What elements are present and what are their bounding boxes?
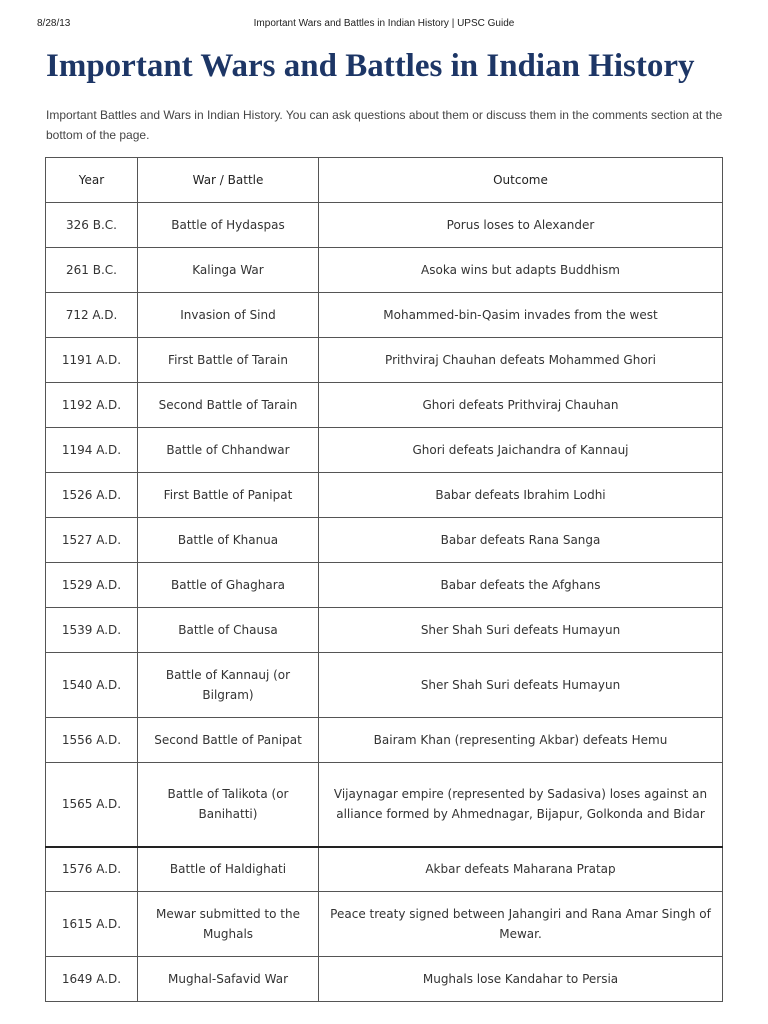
war-cell: Battle of Talikota (or Banihatti) [138,763,319,847]
outcome-cell: Babar defeats the Afghans [319,563,723,608]
year-cell: 1615 A.D. [46,892,138,957]
outcome-cell: Asoka wins but adapts Buddhism [319,248,723,293]
outcome-cell: Sher Shah Suri defeats Humayun [319,653,723,718]
outcome-cell: Ghori defeats Jaichandra of Kannauj [319,428,723,473]
war-cell: Battle of Khanua [138,518,319,563]
war-cell: Battle of Chhandwar [138,428,319,473]
year-cell: 1576 A.D. [46,847,138,892]
table-row [46,248,723,293]
table-row [46,203,723,248]
year-cell: 1540 A.D. [46,653,138,718]
table-header-row [46,158,723,203]
outcome-cell: Porus loses to Alexander [319,203,723,248]
year-cell: 1526 A.D. [46,473,138,518]
table-row [46,428,723,473]
table-row [46,563,723,608]
year-cell: 1527 A.D. [46,518,138,563]
year-cell: 1649 A.D. [46,957,138,1002]
outcome-cell: Bairam Khan (representing Akbar) defeats Hemu [319,718,723,763]
outcome-cell: Peace treaty signed between Jahangiri and Rana Amar Singh of Mewar. [319,892,723,957]
table-row [46,608,723,653]
war-cell: Kalinga War [138,248,319,293]
table-row [46,653,723,718]
table-row [46,338,723,383]
war-cell: Battle of Kannauj (or Bilgram) [138,653,319,718]
wars-table-container [45,157,722,1002]
column-header-war: War / Battle [138,158,319,203]
outcome-cell: Babar defeats Ibrahim Lodhi [319,473,723,518]
table-row [46,847,723,892]
table-row [46,383,723,428]
war-cell: First Battle of Panipat [138,473,319,518]
column-header-year: Year [46,158,138,203]
wars-table [45,157,723,1002]
table-row [46,763,723,847]
year-cell: 1529 A.D. [46,563,138,608]
page-title: Important Wars and Battles in Indian History [46,48,695,84]
table-row [46,518,723,563]
year-cell: 1556 A.D. [46,718,138,763]
print-date: 8/28/13 [37,18,71,29]
outcome-cell: Mughals lose Kandahar to Persia [319,957,723,1002]
year-cell: 1192 A.D. [46,383,138,428]
table-row [46,718,723,763]
outcome-cell: Babar defeats Rana Sanga [319,518,723,563]
war-cell: Mughal-Safavid War [138,957,319,1002]
war-cell: Invasion of Sind [138,293,319,338]
war-cell: Second Battle of Tarain [138,383,319,428]
intro-paragraph: Important Battles and Wars in Indian History. You can ask questions about them or discuss them in the comments section at the bottom of the page. [46,108,723,142]
year-cell: 261 B.C. [46,248,138,293]
year-cell: 1565 A.D. [46,763,138,847]
outcome-cell: Ghori defeats Prithviraj Chauhan [319,383,723,428]
war-cell: Battle of Chausa [138,608,319,653]
war-cell: First Battle of Tarain [138,338,319,383]
year-cell: 1191 A.D. [46,338,138,383]
table-row [46,293,723,338]
print-header [0,18,768,32]
column-header-outcome: Outcome [319,158,723,203]
war-cell: Mewar submitted to the Mughals [138,892,319,957]
print-doc-title: Important Wars and Battles in Indian History | UPSC Guide [253,18,515,29]
table-row [46,473,723,518]
outcome-cell: Vijaynagar empire (represented by Sadasiva) loses against an alliance formed by Ahmednagar, Bijapur, Golkonda and Bidar [319,763,723,847]
year-cell: 712 A.D. [46,293,138,338]
outcome-cell: Prithviraj Chauhan defeats Mohammed Ghori [319,338,723,383]
war-cell: Battle of Hydaspas [138,203,319,248]
outcome-cell: Sher Shah Suri defeats Humayun [319,608,723,653]
year-cell: 1539 A.D. [46,608,138,653]
war-cell: Battle of Haldighati [138,847,319,892]
table-row [46,892,723,957]
war-cell: Second Battle of Panipat [138,718,319,763]
outcome-cell: Mohammed-bin-Qasim invades from the west [319,293,723,338]
table-row [46,957,723,1002]
year-cell: 326 B.C. [46,203,138,248]
year-cell: 1194 A.D. [46,428,138,473]
outcome-cell: Akbar defeats Maharana Pratap [319,847,723,892]
war-cell: Battle of Ghaghara [138,563,319,608]
